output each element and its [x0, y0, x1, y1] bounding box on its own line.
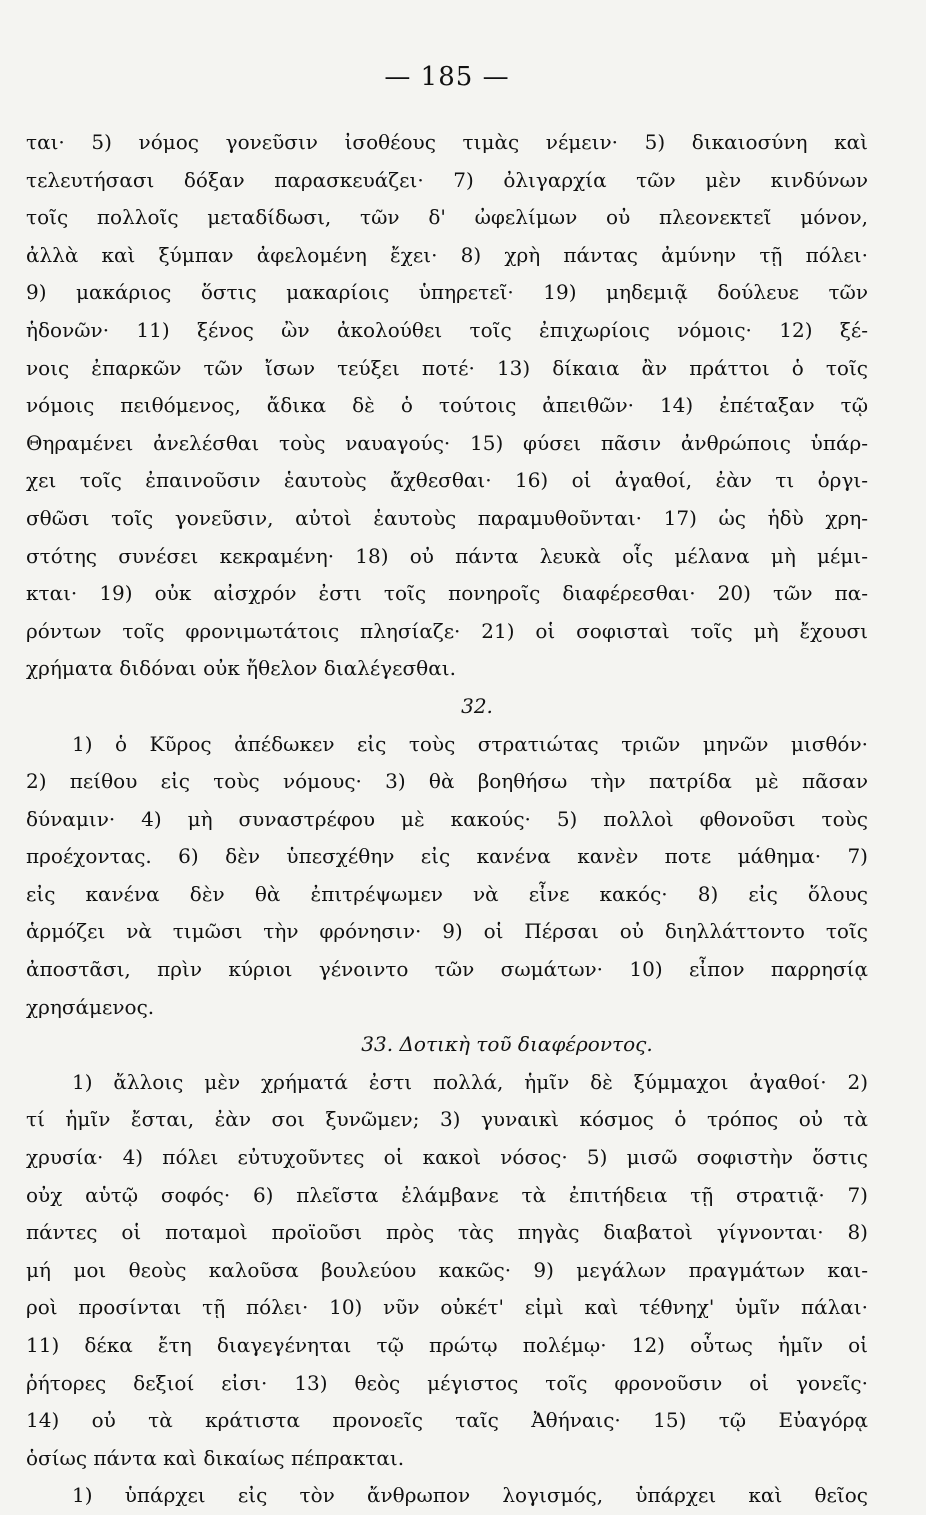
text-line: τί ἡμῖν ἔσται, ἐὰν σοι ξυνῶμεν; 3) γυναικὶ κόσμος ὁ τρόπος οὐ τὰ — [26, 1107, 868, 1132]
exercise-block-33 — [26, 1064, 868, 1478]
exercise-block-34 — [26, 1477, 868, 1515]
text-line: 1) ὑπάρχει εἰς τὸν ἄνθρωπον λογισμός, ὑπάρχει καὶ θεῖος — [72, 1483, 868, 1508]
section-heading-33: 33. Δοτικὴ τοῦ διαφέροντος. — [361, 1032, 653, 1057]
text-line: σθῶσι τοῖς γονεῦσιν, αὐτοὶ ἑαυτοὺς παραμυθοῦνται· 17) ὡς ἡδὺ χρη- — [26, 505, 868, 530]
text-line: 1) ὁ Κῦρος ἀπέδωκεν εἰς τοὺς στρατιώτας τριῶν μηνῶν μισθόν· — [72, 731, 868, 756]
exercise-block-32 — [26, 726, 868, 1027]
text-line: νοις ἐπαρκῶν τῶν ἴσων τεύξει ποτέ· 13) δίκαια ἂν πράττοι ὁ τοῖς — [26, 355, 868, 380]
text-line: ἡδονῶν· 11) ξένος ὢν ἀκολούθει τοῖς ἐπιχωρίοις νόμοις· 12) ξέ- — [26, 317, 868, 342]
text-line: οὐχ αὑτῷ σοφός· 6) πλεῖστα ἐλάμβανε τὰ ἐπιτήδεια τῇ στρατιᾷ· 7) — [26, 1182, 868, 1207]
text-line: χει τοῖς ἐπαινοῦσιν ἑαυτοὺς ἄχθεσθαι· 16) οἱ ἀγαθοί, ἐὰν τι ὀργι- — [26, 468, 868, 493]
section-heading-32: 32. — [461, 693, 493, 718]
text-line: ὁσίως πάντα καὶ δικαίως πέπρακται. — [26, 1445, 405, 1470]
text-line: ἁρμόζει νὰ τιμῶσι τὴν φρόνησιν· 9) οἱ Πέρσαι οὐ διηλλάττοντο τοῖς — [26, 919, 868, 944]
text-line: 9) μακάριος ὅστις μακαρίοις ὑπηρετεῖ· 19) μηδεμιᾷ δούλευε τῶν — [26, 280, 868, 305]
text-line: εἰς κανένα δὲν θὰ ἐπιτρέψωμεν νὰ εἶνε κακός· 8) εἰς ὅλους — [26, 881, 868, 906]
text-line: 14) οὐ τὰ κράτιστα προνοεῖς ταῖς Ἀθήναις· 15) τῷ Εὐαγόρᾳ — [26, 1408, 868, 1433]
text-line: ῥήτορες δεξιοί εἰσι· 13) θεὸς μέγιστος τοῖς φρονοῦσιν οἱ γονεῖς· — [26, 1370, 868, 1395]
text-line: πάντες οἱ ποταμοὶ προϊοῦσι πρὸς τὰς πηγὰς διαβατοὶ γίγνονται· 8) — [26, 1220, 868, 1245]
text-line: ρόντων τοῖς φρονιμωτάτοις πλησίαζε· 21) οἱ σοφισταὶ τοῖς μὴ ἔχουσι — [26, 618, 868, 643]
text-line: νόμοις πειθόμενος, ἄδικα δὲ ὁ τούτοις ἀπειθῶν· 14) ἐπέταξαν τῷ — [26, 393, 868, 418]
text-line: κται· 19) οὐκ αἰσχρόν ἐστι τοῖς πονηροῖς διαφέρεσθαι· 20) τῶν πα- — [26, 581, 868, 606]
text-line: 2) πείθου εἰς τοὺς νόμους· 3) θὰ βοηθήσω τὴν πατρίδα μὲ πᾶσαν — [26, 769, 868, 794]
text-line: ἀποστᾶσι, πρὶν κύριοι γένοιντο τῶν σωμάτων· 10) εἶπον παρρησίᾳ — [26, 957, 868, 982]
text-line: χρυσία· 4) πόλει εὐτυχοῦντες οἱ κακοὶ νόσος· 5) μισῶ σοφιστὴν ὅστις — [26, 1145, 868, 1170]
page-number: — 185 — — [384, 62, 510, 92]
text-line: χρησάμενος. — [26, 994, 155, 1019]
text-line: ἀλλὰ καὶ ξύμπαν ἀφελομένη ἔχει· 8) χρὴ πάντας ἀμύνην τῇ πόλει· — [26, 242, 868, 267]
text-line: χρήματα διδόναι οὐκ ἤθελον διαλέγεσθαι. — [26, 656, 456, 681]
text-line: τελευτήσασι δόξαν παρασκευάζει· 7) ὀλιγαρχία τῶν μὲν κινδύνων — [26, 167, 868, 192]
text-line: στότης συνέσει κεκραμένη· 18) οὐ πάντα λευκὰ οἷς μέλανα μὴ μέμι- — [26, 543, 868, 568]
exercise-block-31 — [26, 124, 868, 688]
text-line: προέχοντας. 6) δὲν ὑπεσχέθην εἰς κανένα κανὲν ποτε μάθημα· 7) — [26, 844, 868, 869]
text-line: 1) ἄλλοις μὲν χρήματά ἐστι πολλά, ἡμῖν δὲ ξύμμαχοι ἀγαθοί· 2) — [72, 1069, 868, 1094]
text-line: τοῖς πολλοῖς μεταδίδωσι, τῶν δ' ὠφελίμων οὐ πλεονεκτεῖ μόνον, — [26, 205, 868, 230]
text-line: ροὶ προσίνται τῇ πόλει· 10) νῦν οὐκέτ' εἰμὶ καὶ τέθνηχ' ὑμῖν πάλαι· — [26, 1295, 868, 1320]
text-line: ται· 5) νόμος γονεῦσιν ἰσοθέους τιμὰς νέμειν· 5) δικαιοσύνη καὶ — [26, 130, 868, 154]
text-line: δύναμιν· 4) μὴ συναστρέφου μὲ κακούς· 5) πολλοὶ φθονοῦσι τοὺς — [26, 806, 868, 831]
text-line: 11) δέκα ἔτη διαγεγένηται τῷ πρώτῳ πολέμῳ· 12) οὗτως ἡμῖν οἱ — [26, 1333, 868, 1357]
text-line: μή μοι θεοὺς καλοῦσα βουλεύου κακῶς· 9) μεγάλων πραγμάτων και- — [26, 1257, 868, 1282]
text-line: Θηραμένει ἀνελέσθαι τοὺς ναυαγούς· 15) φύσει πᾶσιν ἀνθρώποις ὑπάρ- — [26, 430, 868, 455]
